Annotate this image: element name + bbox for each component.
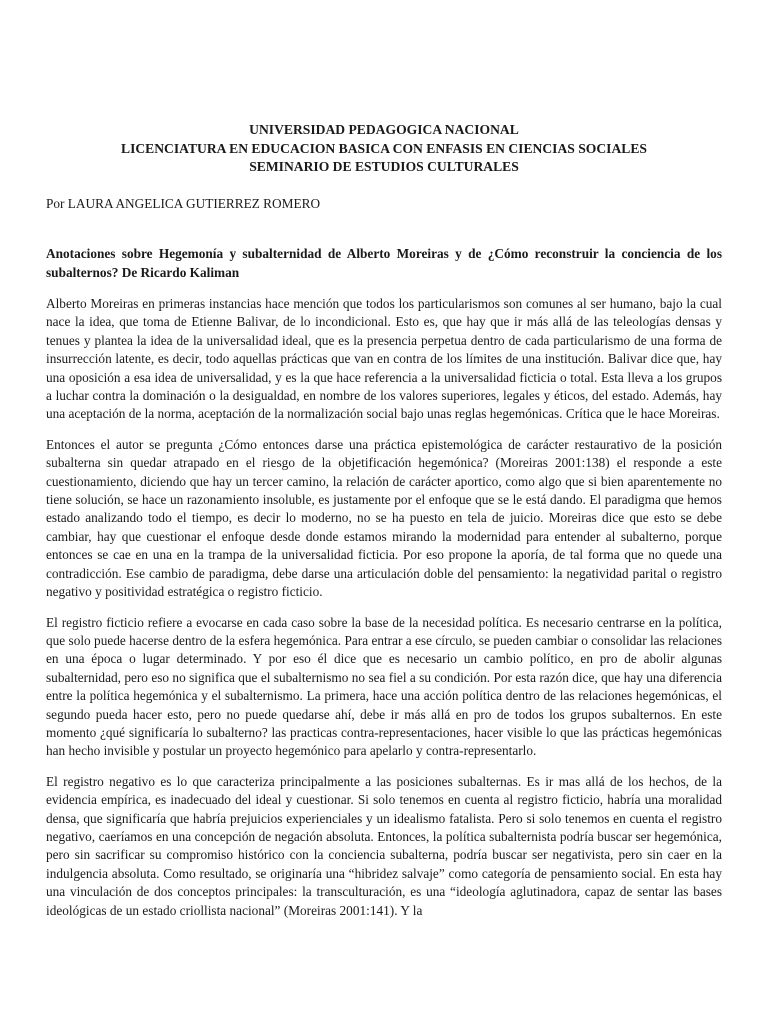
essay-title: Anotaciones sobre Hegemonía y subalternidad de Alberto Moreiras y de ¿Cómo reconstruir la conciencia de los subalternos? De Ricardo Kaliman <box>46 246 722 280</box>
program-name: LICENCIATURA EN EDUCACION BASICA CON ENFASIS EN CIENCIAS SOCIALES <box>121 140 647 156</box>
paragraph: Entonces el autor se pregunta ¿Cómo entonces darse una práctica epistemológica de carácter restaurativo de la posición subalterna sin quedar atrapado en el riesgo de la objetificación hegemónica? (Moreiras 2001:138) el responde a este cuestionamiento, diciendo que hay un tercer camino, la relación de carácter aportico, como algo que si bien aparentemente no tiene solución, se hace un razonamiento insoluble, es justamente por el enfoque que se le está dando. El paradigma que hemos estado analizando todo el tiempo, es decir lo moderno, no se ha puesto en tela de juicio. Moreiras dice que esto se debe cambiar, hay que cuestionar el enfoque desde donde estamos mirando la modernidad para entender al subalterno, porque entonces se cae en una en la trampa de la universalidad ficticia. Por eso propone la aporía, de tal forma que no quede una contradicción. Ese cambio de paradigma, debe darse una articulación doble del pensamiento: la negatividad parital o registro negativo y positividad estratégica o registro ficticio. <box>46 436 722 600</box>
paragraph: El registro negativo es lo que caracteriza principalmente a las posiciones subalternas. Es ir mas allá de los hechos, de la evidencia empírica, es inadecuado del ideal y cuestionar. Si solo tenemos en cuenta al registro ficticio, habría una moralidad densa, que significaría que habría prejuicios experienciales y un idealismo fatalista. Pero si solo tenemos en cuenta el registro negativo, caeríamos en una concepción de negación absoluta. Entonces, la política subalternista podría buscar ser hegemónica, pero sin sacrificar su compromiso histórico con la conciencia subalterna, podría buscar ser negativista, pero sin caer en la indulgencia absoluta. Como resultado, se originaría una “hibridez salvaje” como categoría de pensamiento social. En esta hay una vinculación de dos conceptos principales: la transculturación, es una “ideología aglutinadora, capaz de sentar las bases ideológicas de un estado criollista nacional” (Moreiras 2001:141). Y la <box>46 773 722 918</box>
paragraph: El registro ficticio refiere a evocarse en cada caso sobre la base de la necesidad política. Es necesario centrarse en la política, que solo puede hacerse dentro de la esfera hegemónica. Para entrar a ese círculo, se pueden cambiar o consolidar las relaciones en una época o lugar determinado. Y por eso él dice que es necesario un cambio político, en pro de abolir algunas subalternidad, pero eso no significa que el subalternismo no sea fiel a su condición. Por esta razón dice, que hay una diferencia entre la política hegemónica y el subalternismo. La primera, hace una acción política dentro de las relaciones hegemónicas, el segundo pueda hacer esto, pero no puede quedarse ahí, debe ir más allá en pro de todos los grupos subalternos. En este momento ¿qué significaría lo subalterno? las practicas contra-representaciones, hacer visible lo que las prácticas hegemónicas han hecho invisible y postular un proyecto hegemónico para apelarlo y contra-representarlo. <box>46 614 722 759</box>
author-line: Por LAURA ANGELICA GUTIERREZ ROMERO <box>46 196 321 211</box>
seminar-name: SEMINARIO DE ESTUDIOS CULTURALES <box>249 159 519 174</box>
document-header <box>46 121 722 177</box>
paragraph: Alberto Moreiras en primeras instancias hace mención que todos los particularismos son comunes al ser humano, bajo la cual nace la idea, que toma de Etienne Balivar, de lo incondicional. Esto es, que hay que ir más allá de las teleologías densas y tenues y plantea la idea de la universalidad ideal, que es la presencia perpetua dentro de cada particularismo de una forma de insurrección latente, es decir, todo aquellas prácticas que van en contra de los límites de una institución. Balivar dice que, hay una oposición a esa idea de universalidad, y es la que hace referencia a la universalidad ficticia o total. Esta lleva a los grupos a luchar contra la dominación o la desigualdad, en nombre de los valores superiores, legales y éticos, del estado. Además, hay una aceptación de la norma, aceptación de la normalización social bajo unas reglas hegemónicas. Crítica que le hace Moreiras. <box>46 296 722 422</box>
essay-body <box>46 295 722 932</box>
university-name: UNIVERSIDAD PEDAGOGICA NACIONAL <box>249 122 519 137</box>
